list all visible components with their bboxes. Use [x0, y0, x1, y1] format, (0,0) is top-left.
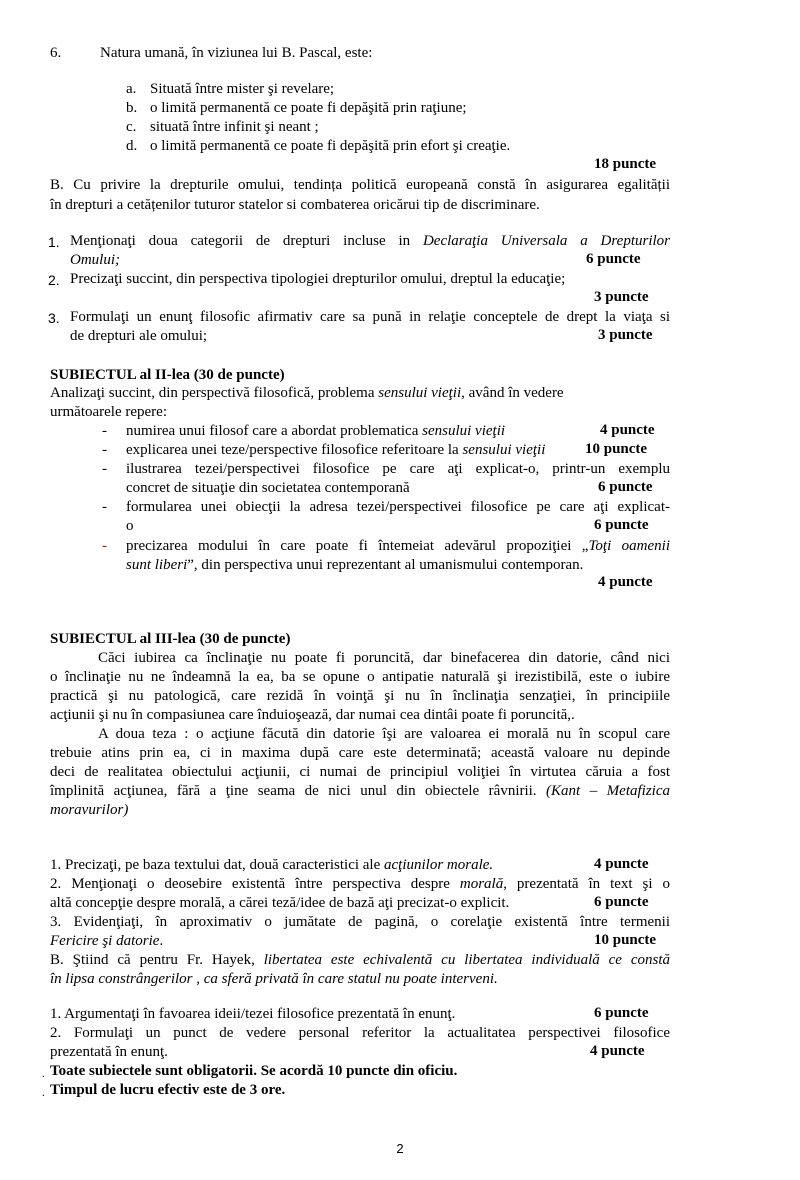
subject2-item1-points: 4 puncte	[600, 422, 655, 438]
subject3-para2-line1: A doua teza : o acţiune făcută din datorie îşi are valoarea ei morală nu în scopul care	[98, 726, 670, 742]
partb-item3-line2: de drepturi ale omului;	[70, 328, 208, 344]
subject2-item5-bullet: -	[102, 538, 107, 554]
subject2-item3-bullet: -	[102, 461, 107, 477]
subject3-partb-q2-line2: prezentată în enunţ.	[50, 1044, 168, 1060]
subject2-item4-points: 6 puncte	[594, 517, 649, 533]
q6-option-a: Situată între mister şi revelare;	[150, 81, 335, 97]
partb-item1-number: 1.	[48, 234, 60, 250]
partb-item2-number: 2.	[48, 272, 60, 288]
partb-item3-points: 3 puncte	[598, 327, 653, 343]
subject3-para1-line1: Căci iubirea ca înclinaţie nu poate fi poruncită, dar binefacerea din datorie, când nici	[98, 650, 670, 666]
subject3-para1-line2: o înclinaţie nu ne îndeamnă la ea, ba se opune o antipatie naturală şi irezistibilă, este o iubire	[50, 669, 670, 685]
subject2-item1-bullet: -	[102, 423, 107, 439]
subject2-item3-line1: ilustrarea tezei/perspectivei filosofice pe care aţi explicat-o, printr-un exemplu	[126, 461, 670, 477]
q6-option-a-letter: a.	[126, 81, 137, 97]
q6-text: Natura umană, în viziunea lui B. Pascal, este:	[100, 45, 373, 61]
subject3-para2-line3: deci de realitatea obiectului acţiunii, ci numai de principiul voliţiei în virtutea căruia a fost	[50, 764, 670, 780]
subject2-item1: numirea unui filosof care a abordat problematica sensului vieţii	[126, 423, 506, 439]
subject2-item4-line1: formularea unei obiecţii la adresa tezei/perspectivei filosofice pe care aţi explicat-	[126, 499, 670, 515]
subject3-q3-line1: 3. Evidenţiaţi, în aproximativ o jumătate de pagină, o corelaţie existentă între termenii	[50, 914, 670, 930]
subject3-partb-line2: în lipsa constrângerilor , ca sferă privată în care statul nu poate interveni.	[50, 971, 498, 987]
subject3-para2-line4: împlinită acţiunea, fără a ţine seama de nici unul din obiectele râvnirii. (Kant – Metafizica	[50, 783, 670, 799]
q6-option-c-letter: c.	[126, 119, 137, 135]
subject2-item2-bullet: -	[102, 442, 107, 458]
subject3-q2-points: 6 puncte	[594, 894, 649, 910]
subject2-item5-line2: sunt liberi”, din perspectiva unui reprezentant al umanismului contemporan.	[126, 557, 584, 573]
final-note-2: Timpul de lucru efectiv este de 3 ore.	[50, 1082, 286, 1098]
subject2-item2: explicarea unei teze/perspective filosofice referitoare la sensului vieţii	[126, 442, 546, 458]
subject2-item5-line1: precizarea modului în care poate fi întemeiat adevărul propoziţiei „Toţi oamenii	[126, 538, 670, 554]
partb-item1-points: 6 puncte	[586, 251, 641, 267]
q6-option-b: o limită permanentă ce poate fi depăşită prin raţiune;	[150, 100, 467, 116]
subject3-heading: SUBIECTUL al III-lea (30 de puncte)	[50, 631, 291, 647]
subject3-q2-line2: altă concepţie despre morală, a cărei teză/idee de bază aţi precizat-o explicit.	[50, 895, 510, 911]
partb-item1-line1: Menţionaţi doua categorii de drepturi incluse in Declaraţia Universala a Drepturilor	[70, 233, 671, 249]
subject3-q1: 1. Precizaţi, pe baza textului dat, două caracteristici ale acţiunilor morale.	[50, 857, 494, 873]
subject2-intro-line1: Analizaţi succint, din perspectivă filosofică, problema sensului vieţii, având în vedere	[50, 385, 564, 401]
partb-item3-number: 3.	[48, 310, 60, 326]
subject3-partb-q1-points: 6 puncte	[594, 1005, 649, 1021]
subject3-para2-line2: trebuie atins prin ea, ci in maxima după care este determinată; această valoare nu depinde	[50, 745, 670, 761]
final-bullet-dot: .	[42, 1068, 45, 1080]
final-note-1: Toate subiectele sunt obligatorii. Se acordă 10 puncte din oficiu.	[50, 1063, 458, 1079]
subject2-item3-points: 6 puncte	[598, 479, 653, 495]
q6-option-b-letter: b.	[126, 100, 138, 116]
q6-points: 18 puncte	[594, 156, 657, 172]
page-number: 2	[396, 1141, 404, 1156]
subject3-partb-q1: 1. Argumentaţi în favoarea ideii/tezei filosofice prezentată în enunţ.	[50, 1006, 456, 1022]
subject3-para1-line4: acţiunii şi nu în compasiunea care înduioşează, dar numai cea dintâi poate fi poruncită,.	[50, 707, 575, 723]
q6-option-d: o limită permanentă ce poate fi depăşită prin efort şi creaţie.	[150, 138, 511, 154]
subject2-item5-points: 4 puncte	[598, 574, 653, 590]
subject2-heading: SUBIECTUL al II-lea (30 de puncte)	[50, 367, 285, 383]
partb-intro-line1: B. Cu privire la drepturile omului, tendința politică europeană constă în asigurarea egalității	[50, 177, 670, 193]
subject2-item3-line2: concret de situaţie din societatea contemporană	[126, 480, 410, 496]
partb-item3-line1: Formulaţi un enunţ filosofic afirmativ care sa pună in relaţie conceptele de drept la viaţa si	[70, 309, 670, 325]
subject3-partb-q2-points: 4 puncte	[590, 1043, 645, 1059]
q6-number: 6.	[50, 45, 62, 61]
subject3-partb-q2-line1: 2. Formulaţi un punct de vedere personal referitor la actualitatea perspectivei filosofice	[50, 1025, 670, 1041]
partb-item1-line2: Omului;	[70, 252, 120, 268]
subject3-q3-points: 10 puncte	[594, 932, 657, 948]
subject2-item2-points: 10 puncte	[585, 441, 648, 457]
subject3-q2-line1: 2. Menţionaţi o deosebire existentă între perspectiva despre morală, prezentată în text şi o	[50, 876, 670, 892]
final-bullet-dot: .	[42, 1087, 45, 1099]
partb-intro-line2: în drepturi a cetățenilor tuturor statelor si combaterea oricărui tip de discriminare.	[50, 197, 540, 213]
subject3-para1-line3: practică şi nu patologică, care rezidă în voinţă şi nu în înclinaţia senzaţiei, în principiile	[50, 688, 670, 704]
q6-option-d-letter: d.	[126, 138, 138, 154]
subject3-partb-line1: B. Ştiind că pentru Fr. Hayek, libertatea este echivalentă cu libertatea individuală ce constă	[50, 952, 670, 968]
subject3-q3-line2: Fericire şi datorie.	[50, 933, 164, 949]
subject2-intro-line2: următoarele repere:	[50, 404, 168, 420]
partb-item2-line1: Precizaţi succint, din perspectiva tipologiei drepturilor omului, dreptul la educaţie;	[70, 271, 566, 287]
subject2-item4-line2: o	[126, 518, 134, 534]
partb-item2-points: 3 puncte	[594, 289, 649, 305]
subject2-item4-bullet: -	[102, 499, 107, 515]
q6-option-c: situată între infinit şi neant ;	[150, 119, 319, 135]
subject3-source-line2: moravurilor)	[50, 802, 129, 818]
subject3-q1-points: 4 puncte	[594, 856, 649, 872]
